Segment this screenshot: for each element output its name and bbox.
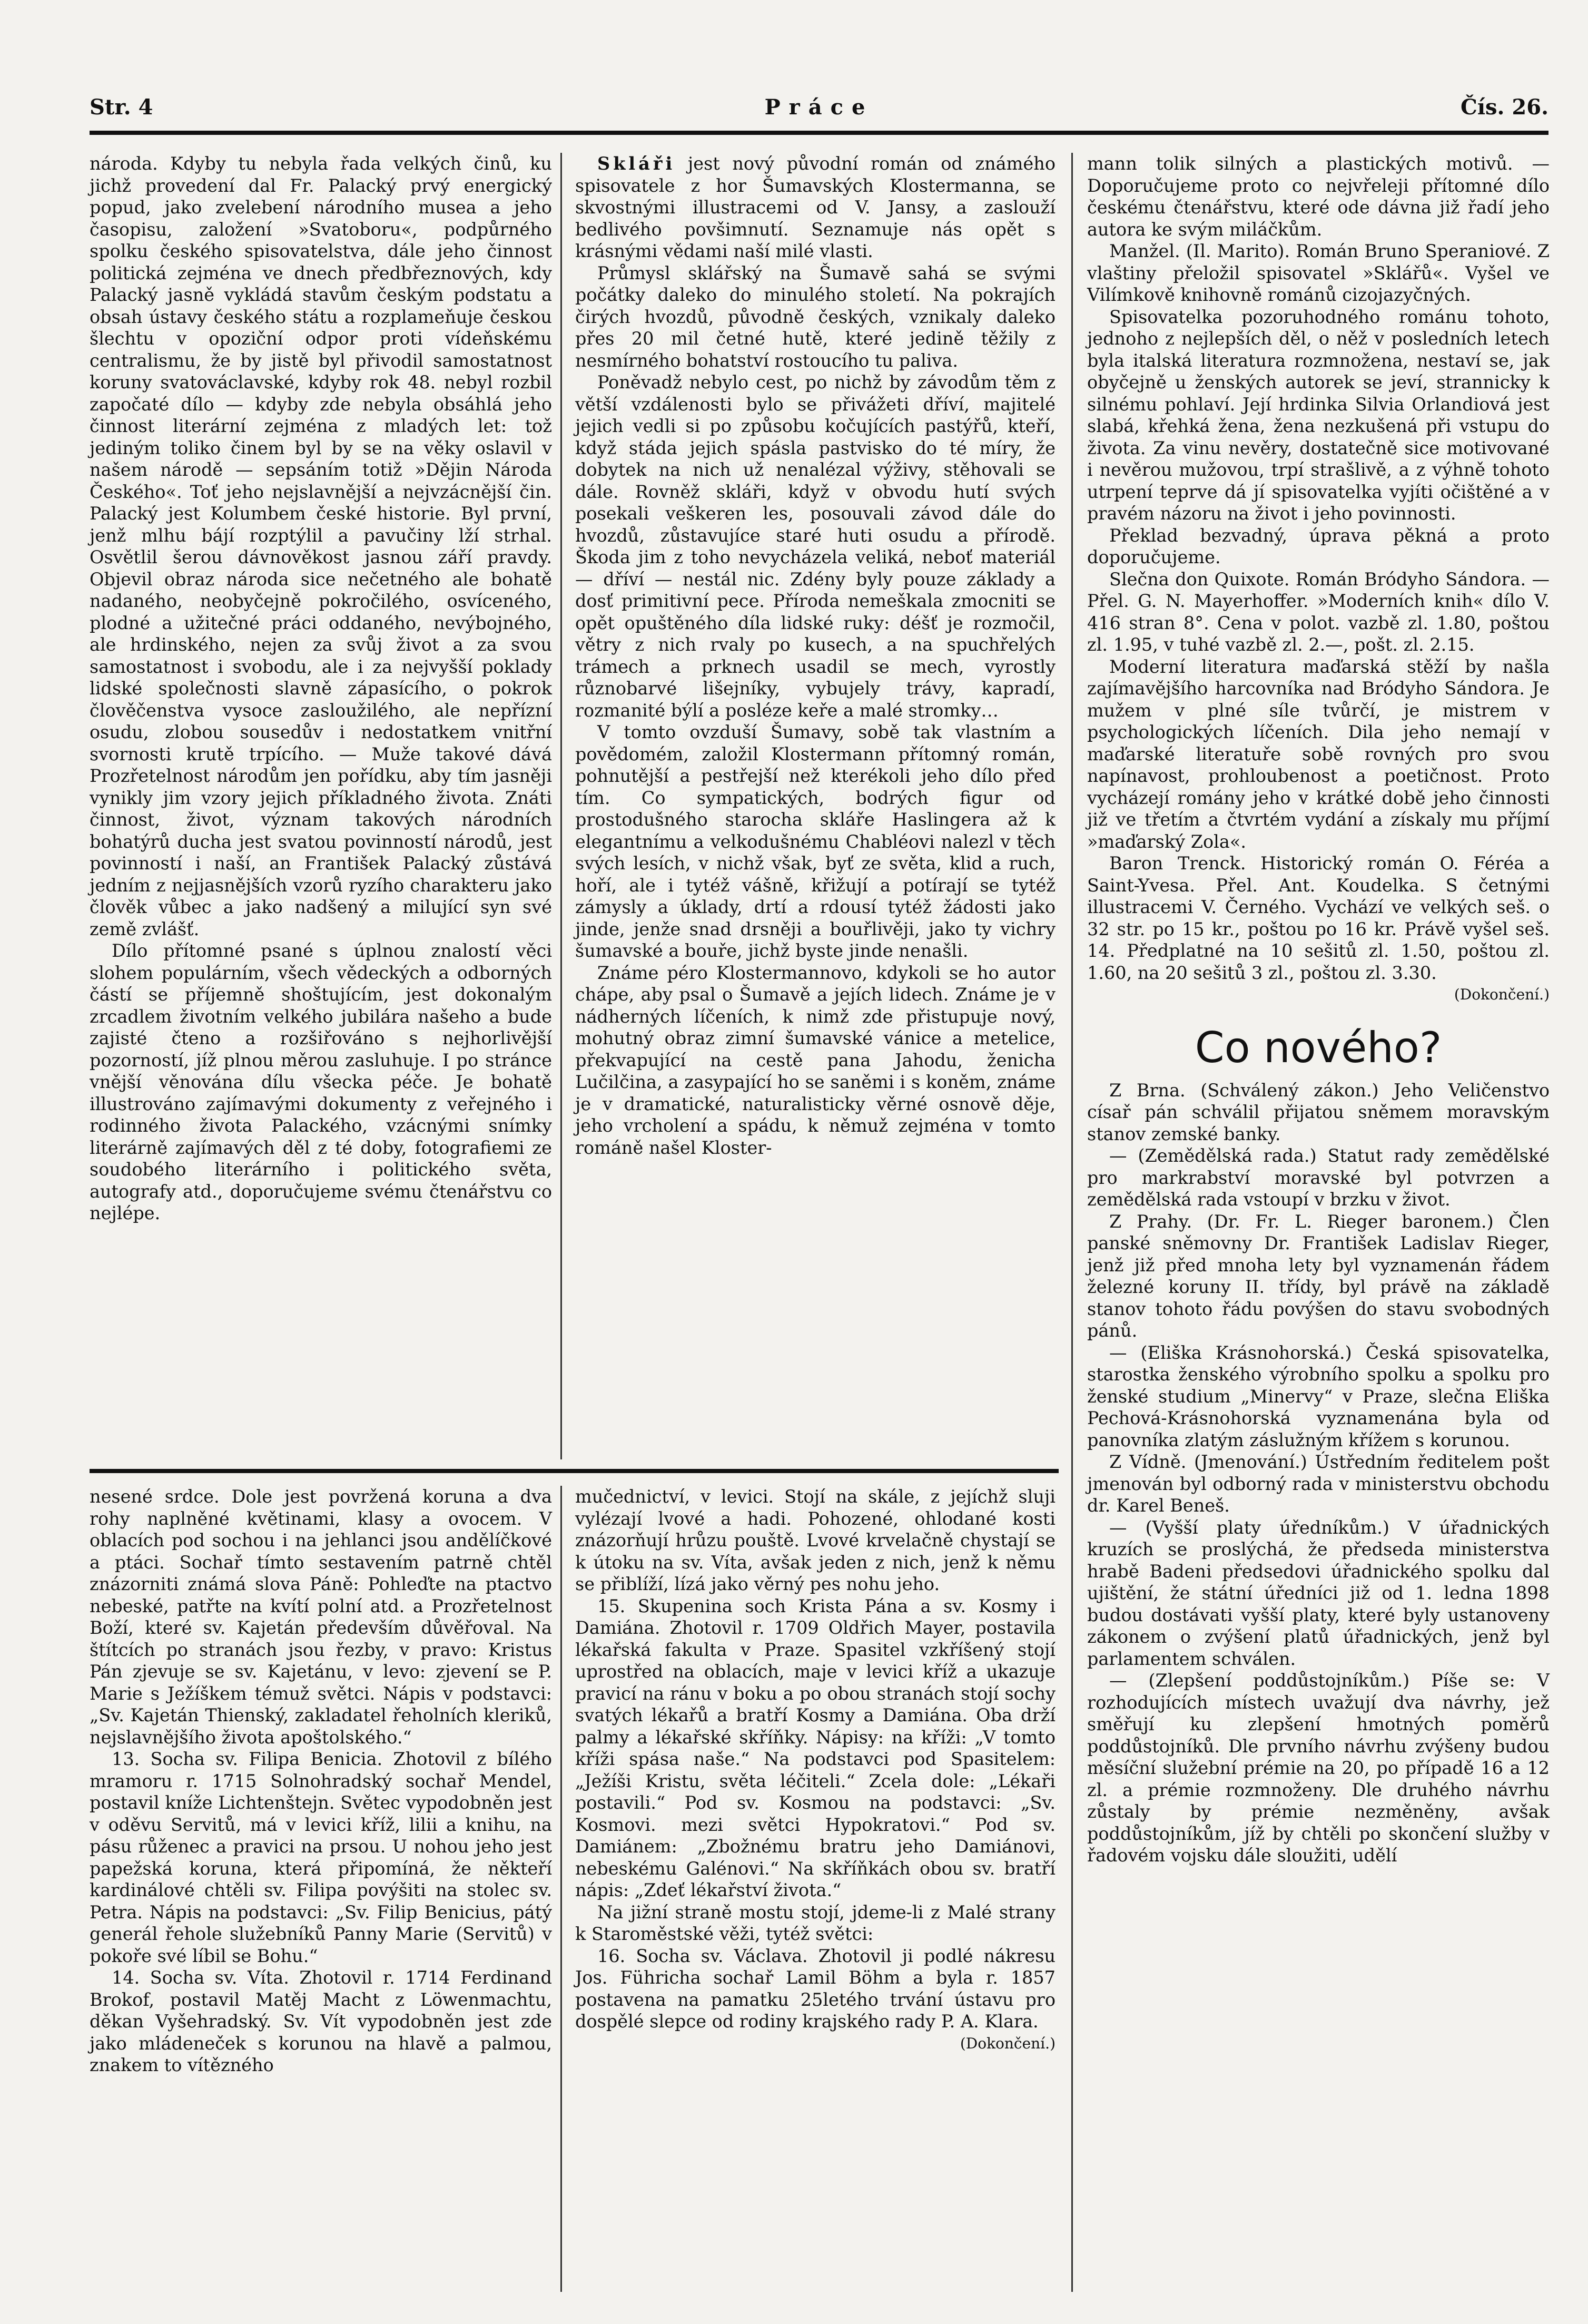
paragraph: mučednictví, v levici. Stojí na skále, z jejíchž sluji vylézají lvové a hadi. Pohozené, ohlodané kosti znázorňují hrůzu pouště. Lvové krvelačně chystají se k útoku na sv. Víta, avšak jeden z nich, jenž k němu se přiblíží, lízá jako věrný pes nohu jeho. [575,1486,1056,1594]
paragraph: Baron Trenck. Historický román O. Féréa a Saint-Yvesa. Přel. Ant. Koudelka. S četnými illustracemi V. Černého. Vychází ve velkých seš. o 32 str. po 15 kr., poštou po 16 kr. Právě vyšel seš. 14. Předplatné na 10 sešitů zl. 1.50, poštou zl. 1.60, na 20 sešitů 3 zl., poštou zl. 3.30. [1087,853,1550,983]
paragraph: Spisovatelka pozoruhodného románu tohoto, jednoho z nejlepších děl, o něž v posledních letech byla italská literatura rozmnožena, nestaví se, jak obyčejně u ženských autorek se jeví, strannicky k silnému pohlaví. Její hrdinka Silvia Orlandiová jest slabá, křehká žena, žena nezkušená při vstupu do života. Za vinu nevěry, dostatečně sice motivované i nevěrou mužovou, trpí strašlivě, a z výhně tohoto utrpení teprve dá jí spisovatelka vyjíti očištěné a v pravém názoru na život i jeho povinnosti. [1087,306,1550,524]
issue-number: Čís. 26. [1461,95,1548,120]
news-item: Z Brna. (Schválený zákon.) Jeho Veličenstvo císař pán schválil přijatou sněmem moravským stanov zemské banky. [1087,1080,1550,1144]
paragraph: Na jižní straně mostu stojí, jdeme-li z Malé strany k Staroměstské věži, tytéž světci: [575,1901,1056,1944]
paragraph: Známe péro Klostermannovo, kdykoli se ho autor chápe, aby psal o Šumavě a jejích lidech. Známe je v nádherných líčeních, k nimž zde přistupuje nový, mohutný obraz zimní šumavské vánice a metelice, překvapující na cestě pana Jahodu, ženicha Lučilčina, a zasypající ho se saněmi i s koněm, známe je v dramatické, naturalisticky věrné osnově děje, jeho vrcholení a spádu, k němuž zejména v tomto románě našel Kloster- [575,962,1056,1158]
column-2-bottom [575,1486,1056,2292]
paragraph: Průmysl sklářský na Šumavě sahá se svými počátky daleko do minulého století. Na pokrajích čirých hvozdů, původně českých, vznikaly daleko přes 20 mil četné hutě, které jedině těžily z nesmírného bohatství rostoucího tu paliva. [575,262,1056,371]
page-header [90,95,1548,126]
paragraph: mann tolik silných a plastických motivů. — Doporučujeme proto co nejvřeleji přítomné dílo českému čtenářstvu, které ode dávna již řadí jeho autora ke svým miláčkům. [1087,153,1550,240]
book-title: Skláři [597,153,676,174]
column-3 [1087,153,1550,2292]
paragraph: Skláři jest nový původní román od známého spisovatele z hor Šumavských Klostermanna, se skvostnými illustracemi od V. Jansy, a zaslouží bedlivého povšimnutí. Seznamuje nás opět s krásnými vědami naší milé vlasti. [575,153,1056,261]
column-divider [1071,153,1073,2292]
paragraph: Poněvadž nebylo cest, po nichž by závodům těm z větší vzdálenosti bylo se přivážeti dříví, majitelé jejich vedli si po způsobu kočujících pastýřů, kteří, když stáda jejich spásla pastvisko do té míry, že dobytek na nich už nenalézal výživy, stěhovali se dále. Rovněž skláři, když v obvodu hutí svých posekali veškeren les, posouvali závod dále do hvozdů, zůstavujíce staré huti osudu a přírodě. Škoda jim z toho nevycházela veliká, neboť materiál — dříví — nestál nic. Zdény byly pouze základy a dosť primitivní pece. Příroda nemeškala zmocniti se opět opuštěného díla lidské ruky: déšť je rozmočil, větry z nich rvaly po kusech, a na spuchřelých trámech a prknech usadil se mech, vyrostly různobarvé lišejníky, vybujely trávy, kapradí, rozmanité býlí a posléze keře a malé stromky… [575,372,1056,721]
news-item: — (Zlepšení poddůstojníkům.) Píše se: V rozhodujících místech uvažují dva návrhy, jež směřují ku zlepšení hmotných poměrů poddůstojníků. Dle prvního návrhu zvýšeny budou měsíční služební prémie na 20, po případě 16 a 12 zl. a prémie rozmnoženy. Dle druhého návrhu zůstaly by prémie nezměněny, avšak poddůstojníkům, jíž by chtěli po skončení služby v řadovém vojsku dále sloužiti, udělí [1087,1670,1550,1866]
column-2-top [575,153,1056,1459]
column-divider [560,153,562,1459]
header-rule [90,131,1548,135]
paragraph: V tomto ovzduší Šumavy, sobě tak vlastním a povědomém, založil Klostermann přítomný román, pohnutější a pestřejší než kterékoli jeho dílo před tím. Co sympatických, bodrých figur od prostodušného starocha skláře Haslingera až k elegantnímu a velkodušnému Chabléovi nalezl v těch svých lesích, v nichž však, byť ze světa, klid a ruch, hoří, ale i tytéž vášně, křižují a potírají se tytéž zámysly a úklady, drtí a rdousí tytéž žádosti jako jinde, jenže snad drsněji a bouřlivěji, jako ty vichry šumavské a bouře, jichž byste jinde nenašli. [575,722,1056,961]
column-1-top [90,153,552,1459]
paragraph: Překlad bezvadný, úprava pěkná a proto doporučujeme. [1087,525,1550,567]
paragraph: Manžel. (Il. Marito). Román Bruno Speraniové. Z vlaštiny přeložil spisovatel »Sklářů«. Vyšel ve Vilímkově knihovně románů cizojazyčných. [1087,241,1550,305]
continued-note: (Dokončení.) [1454,986,1550,1003]
news-item: — (Vyšší platy úředníkům.) V úřadnických kruzích se proslýchá, že předseda ministerstva hrabě Badeni předsedovi úřadnického spolku dal ujištění, že státní úředníci již od 1. ledna 1898 budou dostávati vyšší platy, které byly ustanoveny zákonem o zvýšení platů úřadnických, jenž byl parlamentem schválen. [1087,1517,1550,1669]
paragraph: Moderní literatura maďarská stěží by našla zajímavějšího harcovníka nad Bródyho Sándora. Je mužem v plné síle tvůrčí, je mistrem v psychologických líčeních. Dila jeho nemají v maďarské literatuře sobě rovných pro svou napínavost, prohloubenost a poetičnost. Proto vycházejí romány jeho v krátké době jeho činnosti již ve třetím a čtvrtém vydání a získaly mu příjmí »maďarský Zola«. [1087,656,1550,852]
paragraph: národa. Kdyby tu nebyla řada velkých činů, ku jichž provedení dal Fr. Palacký prvý energický popud, jako zvelebení národního musea a jeho časopisu, založení »Svatoboru«, podpůrného spolku českého spisovatelstva, dále jeho činnost politická zejména ve dnech předbřeznových, kdy Palacký jasně vykládá stavům českým podstatu a obsah ústavy českého státu a rozplameňuje českou šlechtu v opoziční odpor proti vídeňskému centralismu, že by jistě byl přivodil samostatnost koruny svatováclavské, kdyby rok 48. nebyl rozbil započaté dílo — kdyby zde nebyla obsáhlá jeho činnost literární zejména z mladých let: tož jediným toliko činem byl by se na věky oslavil v našem národě — sepsáním totiž »Dějin Národa Českého«. Toť jeho nejslavnější a nejvzácnější čin. Palacký jest Kolumbem české historie. Byl první, jenž mlhu bájí rozptýlil a pavučiny lží strhal. Osvětlil šerou dávnověkost jasnou září pravdy. Objevil obraz národa sice nečetného ale bohatě nadaného, neobyčejně pokročilého, osvíceného, plodné a užitečné práci oddaného, nevýbojného, ale hrdinského, nejen za svůj život a za svou samostatnost i svobodu, ale i za nejvyšší poklady lidské společnosti slavně zápasícího, o pokrok člověčenstva vysoce zasloužilého, ale nepřízní osudu, zlobou sousedův i nedostatkem vnitřní svornosti krutě trpícího. — Muže takové dává Prozřetelnost národům jen pořídku, aby tím jasněji vynikly jim vzory jejich příkladného života. Znáti činnost, život, význam takových národních bohatýrů ducha jest svatou povinností národů, jest povinností i naší, an František Palacký zůstává jedním z nejjasnějších vzorů ryzího charakteru jako člověk vůbec a jako nadšený a milující syn své země zvlášť. [90,153,552,939]
column-1-bottom [90,1486,552,2292]
paragraph: 16. Socha sv. Václava. Zhotovil ji podlé nákresu Jos. Führicha sochař Lamil Böhm a byla r. 1857 postavena na pamatku 25letého trvání ústavu pro dospělé slepce od rodiny krajského rady P. A. Klara. [575,1945,1056,2032]
paragraph: Dílo přítomné psané s úplnou znalostí věci slohem populárním, všech vědeckých a odborných částí se příjemně shoštujícím, jest dokonalým zrcadlem životním velkého jubilára našeho a bude zajisté čteno a rozšiřováno s nejhorlivější pozorností, jíž plnou měrou zasluhuje. I po stránce vnější věnována dílu všecka péče. Je bohatě illustrováno zajímavými dokumenty z veřejného i rodinného života Palackého, vzácnými snímky literárně zajímavých děl z té doby, fotografiemi ze soudobého literárního i politického světa, autografy atd., doporučujeme svému čtenářstvu co nejlépe. [90,940,552,1223]
column-divider [560,1486,562,2292]
continued-note: (Dokončení.) [960,2034,1056,2052]
news-item: — (Eliška Krásnohorská.) Česká spisovatelka, starostka ženského výrobního spolku a spolku pro ženské studium „Minervy“ v Praze, slečna Eliška Pechová-Krásnohorská vyznamenána byla od panovníka zlatým záslužným křížem s korunou. [1087,1342,1550,1450]
section-rule [90,1469,1059,1473]
paragraph: 13. Socha sv. Filipa Benicia. Zhotovil z bílého mramoru r. 1715 Solnohradský sochař Mendel, postavil kníže Lichtenštejn. Světec vypodobněn jest v oděvu Servitů, má v levici kříž, lilii a knihu, na pásu růženec a pravici na prsou. U nohou jeho jest papežská koruna, která připomíná, že někteří kardinálové chtěli sv. Filipa povýšiti na stolec sv. Petra. Nápis na podstavci: „Sv. Filip Benicius, pátý generál řehole služebníků Panny Marie (Servitů) v pokoře své líbil se Bohu.“ [90,1749,552,1966]
paragraph: 15. Skupenina soch Krista Pána a sv. Kosmy i Damiána. Zhotovil r. 1709 Oldřich Mayer, postavila lékařská fakulta v Praze. Spasitel vzkříšený stojí uprostřed na oblacích, maje v levici kříž a ukazuje pravicí na ránu v boku a po obou stranách stojí sochy svatých lékařů a bratří Kosmy a Damiána. Oba drží palmy a lékařské skříňky. Nápisy: na kříži: „V tomto kříži spása naše.“ Na podstavci pod Spasitelem: „Ježíši Kristu, světa léčiteli.“ Zcela dole: „Lékaři postavili.“ Pod sv. Kosmou na podstavci: „Sv. Kosmovi. mezi světci Hypokratovi.“ Pod sv. Damiánem: „Zbožnému bratru jeho Damiánovi, nebeskému Galénovi.“ Na skříňkách obou sv. bratří nápis: „Zdeť lékařství života.“ [575,1595,1056,1900]
news-section-title: Co nového? [1195,1023,1442,1072]
news-item: Z Prahy. (Dr. Fr. L. Rieger baronem.) Člen panské sněmovny Dr. František Ladislav Rieger, jenž již před mnoha lety byl vyznamenán řádem železné koruny II. třídy, byl právě na základě stanov tohoto řádu povýšen do stavu svobodných pánů. [1087,1211,1550,1341]
paragraph: Slečna don Quixote. Román Bródyho Sándora. — Přel. G. N. Mayerhoffer. »Moderních knih« dílo V. 416 stran 8°. Cena v polot. vazbě zl. 1.80, poštou zl. 1.95, v tuhé vazbě zl. 2.—, pošt. zl. 2.15. [1087,568,1550,655]
news-item: — (Zemědělská rada.) Statut rady zemědělské pro markrabství moravské byl potvrzen a zemědělská rada vstoupí v brzku v život. [1087,1145,1550,1210]
paragraph: 14. Socha sv. Víta. Zhotovil r. 1714 Ferdinand Brokof, postavil Matěj Macht z Löwenmachtu, děkan Vyšehradský. Sv. Vít vypodobněn jest zde jako mládeneček s korunou na hlavě a palmou, znakem to vítězného [90,1967,552,2075]
page-number: Str. 4 [90,95,153,120]
newspaper-title: Práce [764,95,874,120]
paragraph: nesené srdce. Dole jest povržená koruna a dva rohy naplněné květinami, klasy a ovocem. V oblacích pod sochou i na jehlanci jsou andělíčkové a ptáci. Sochař tímto sestavením patrně chtěl znázorniti známá slova Páně: Pohleďte na ptactvo nebeské, patřte na kvítí polní atd. a Prozřetelnost Boží, které sv. Kajetán především důvěřoval. Na štítcích po stranách jsou řezby, v pravo: Kristus Pán zjevuje se sv. Kajetánu, v levo: zjevení se P. Marie s Ježíškem témuž světci. Nápis v podstavci: „Sv. Kajetán Thienský, zakladatel řeholních kleriků, nejslavnějšího života apoštolského.“ [90,1486,552,1748]
news-item: Z Vídně. (Jmenování.) Ústředním ředitelem pošt jmenován byl odborný rada v ministerstvu obchodu dr. Karel Beneš. [1087,1452,1550,1516]
